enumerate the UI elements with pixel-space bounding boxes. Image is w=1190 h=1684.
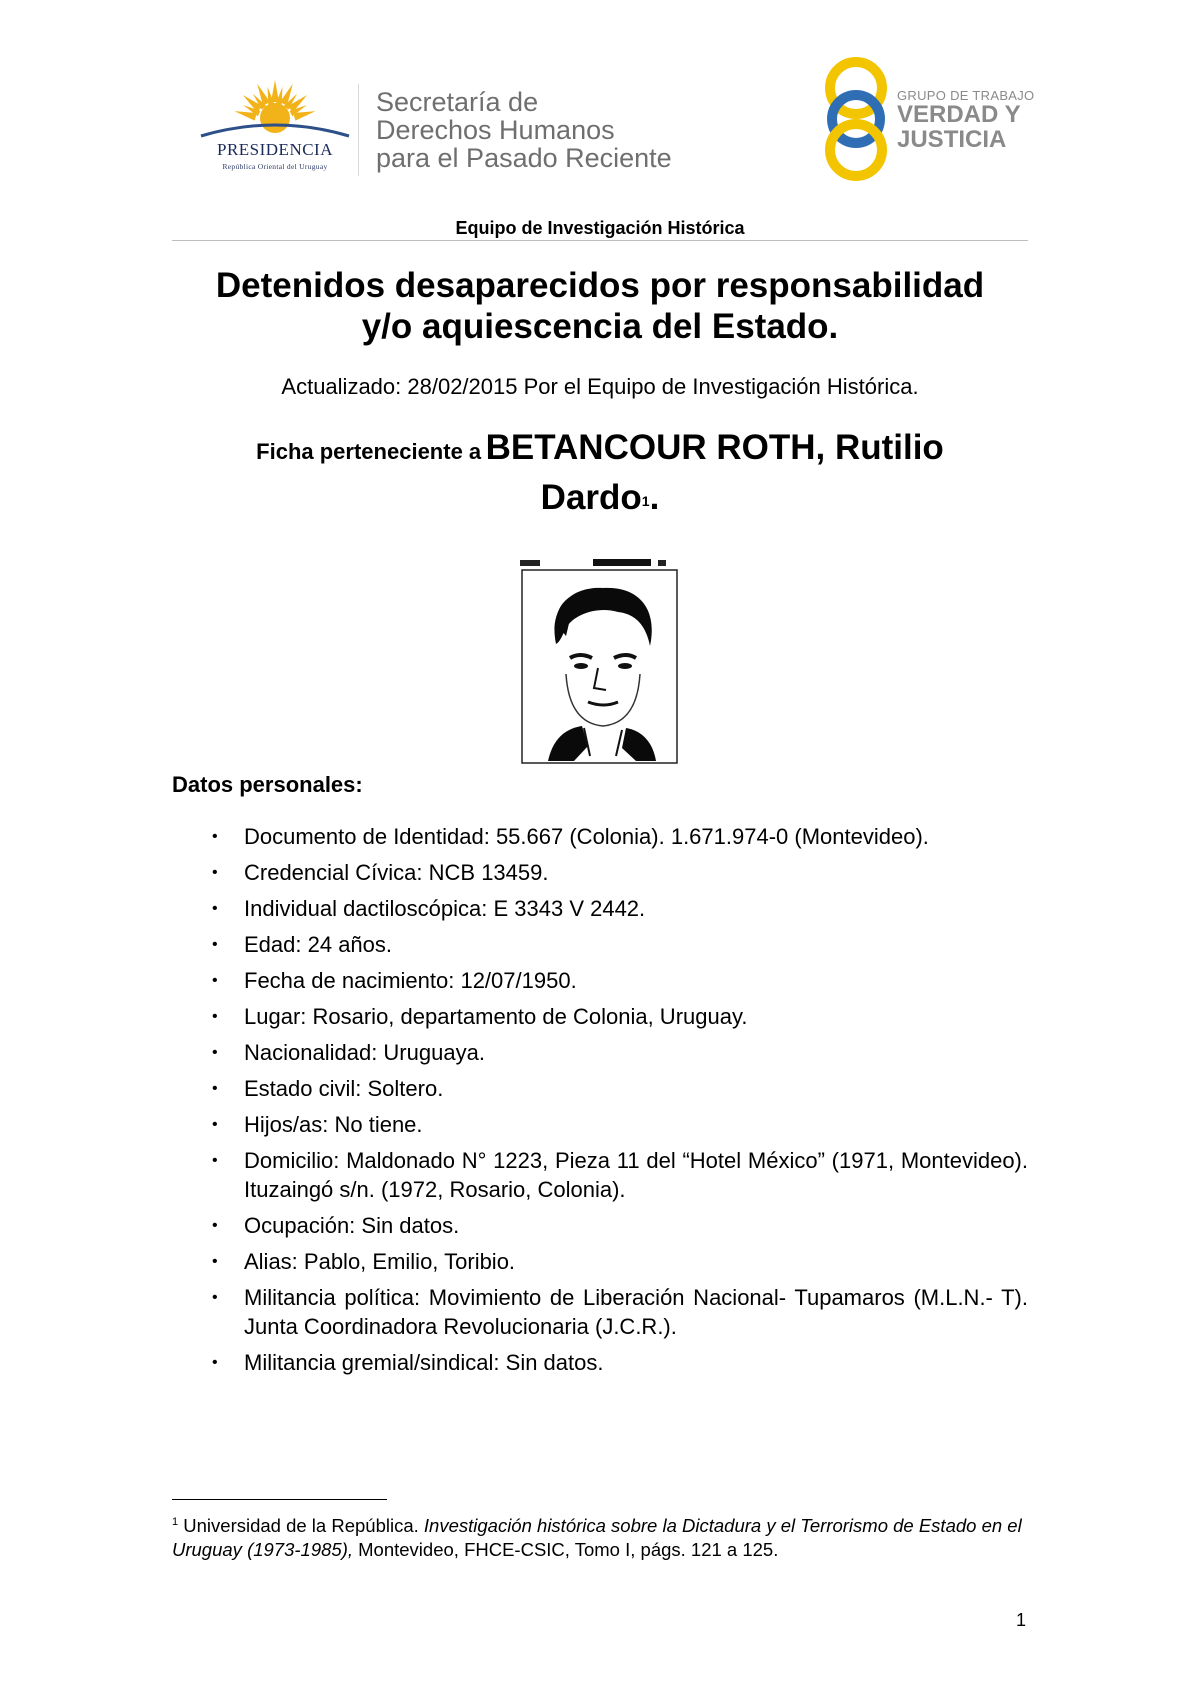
bullet-icon: • xyxy=(212,1354,218,1371)
gtvj-logo xyxy=(822,55,1035,181)
footnote-ref[interactable]: 1 xyxy=(641,493,650,509)
bullet-icon: • xyxy=(212,1152,218,1169)
bullet-icon: • xyxy=(212,1044,218,1061)
bullet-icon: • xyxy=(212,1217,218,1234)
rings-icon xyxy=(822,55,894,181)
secretaria-wordmark xyxy=(376,88,672,172)
gtvj-title xyxy=(897,102,1021,152)
bullet-icon: • xyxy=(212,900,218,917)
list-item: • Fecha de nacimiento: 12/07/1950. xyxy=(212,968,577,993)
bullet-icon: • xyxy=(212,828,218,845)
bullet-icon: • xyxy=(212,1080,218,1097)
ficha-heading xyxy=(172,426,1028,519)
footnote-title: Investigación histórica sobre la Dictadura y el Terrorismo de Estado en el Uruguay (1973-1985), xyxy=(172,1515,1022,1561)
list-item: • Ocupación: Sin datos. xyxy=(212,1213,460,1238)
list-item: • Documento de Identidad: 55.667 (Colonia). 1.671.974-0 (Montevideo). xyxy=(212,824,929,849)
person-name: BETANCOUR ROTH, Rutilio xyxy=(485,428,944,467)
list-item: • Estado civil: Soltero. xyxy=(212,1076,444,1101)
bullet-icon: • xyxy=(212,1253,218,1270)
secretaria-line: Derechos Humanos xyxy=(376,115,615,145)
footnote-mark: 1 xyxy=(172,1516,179,1528)
title-line: Detenidos desaparecidos por responsabilidad xyxy=(215,266,985,305)
footnote-separator xyxy=(172,1499,387,1500)
bullet-icon: • xyxy=(212,1008,218,1025)
gtvj-title-line: VERDAD Y xyxy=(897,101,1021,128)
ficha-prefix: Ficha perteneciente a xyxy=(256,439,482,464)
gtvj-title-line: JUSTICIA xyxy=(897,126,1007,153)
list-item: • Militancia política: Movimiento de Liberación Nacional- Tupamaros (M.L.N.- T). Junta Coordinadora Revolucionaria (J.C.R.). xyxy=(212,1285,1028,1339)
document-title xyxy=(172,265,1028,347)
team-heading: Equipo de Investigación Histórica xyxy=(455,218,745,238)
title-line: y/o aquiescencia del Estado. xyxy=(361,307,839,346)
gtvj-small-label: GRUPO DE TRABAJO xyxy=(897,88,1035,103)
personal-data-list xyxy=(172,822,1028,1384)
page-number: 1 xyxy=(1016,1610,1027,1630)
bullet-icon: • xyxy=(212,864,218,881)
list-item: • Lugar: Rosario, departamento de Colonia, Uruguay. xyxy=(212,1004,748,1029)
person-photo xyxy=(518,556,683,767)
bullet-icon: • xyxy=(212,1289,218,1306)
footnote-text: Montevideo, FHCE-CSIC, Tomo I, págs. 121 a 125. xyxy=(353,1539,779,1561)
list-item: • Individual dactiloscópica: E 3343 V 2442. xyxy=(212,896,646,921)
header-rule xyxy=(172,240,1028,241)
list-item: • Nacionalidad: Uruguaya. xyxy=(212,1040,485,1065)
list-item: • Militancia gremial/sindical: Sin datos. xyxy=(212,1350,604,1375)
logo-divider xyxy=(358,84,359,176)
list-item: • Edad: 24 años. xyxy=(212,932,393,957)
list-item: • Alias: Pablo, Emilio, Toribio. xyxy=(212,1249,516,1274)
secretaria-line: para el Pasado Reciente xyxy=(376,143,672,173)
presidencia-wordmark: PRESIDENCIA xyxy=(216,140,333,159)
bullet-icon: • xyxy=(212,936,218,953)
footnote xyxy=(172,1510,1028,1562)
presidencia-subtitle: República Oriental del Uruguay xyxy=(222,162,328,171)
list-item: • Credencial Cívica: NCB 13459. xyxy=(212,860,549,885)
list-item: • Hijos/as: No tiene. xyxy=(212,1112,423,1137)
bullet-icon: • xyxy=(212,972,218,989)
ficha-end: . xyxy=(649,478,660,517)
bullet-icon: • xyxy=(212,1116,218,1133)
updated-line: Actualizado: 28/02/2015 Por el Equipo de Investigación Histórica. xyxy=(281,374,919,399)
secretaria-line: Secretaría de xyxy=(376,87,539,117)
section-heading: Datos personales: xyxy=(172,772,363,797)
sun-icon xyxy=(195,78,355,140)
list-item: • Domicilio: Maldonado N° 1223, Pieza 11 del “Hotel México” (1971, Montevideo). Ituzaingó s/n. (1972, Rosario, Colonia). xyxy=(212,1148,1028,1202)
footnote-text: Universidad de la República. xyxy=(178,1515,424,1537)
person-name-cont: Dardo xyxy=(540,478,642,517)
presidencia-logo xyxy=(195,78,355,178)
